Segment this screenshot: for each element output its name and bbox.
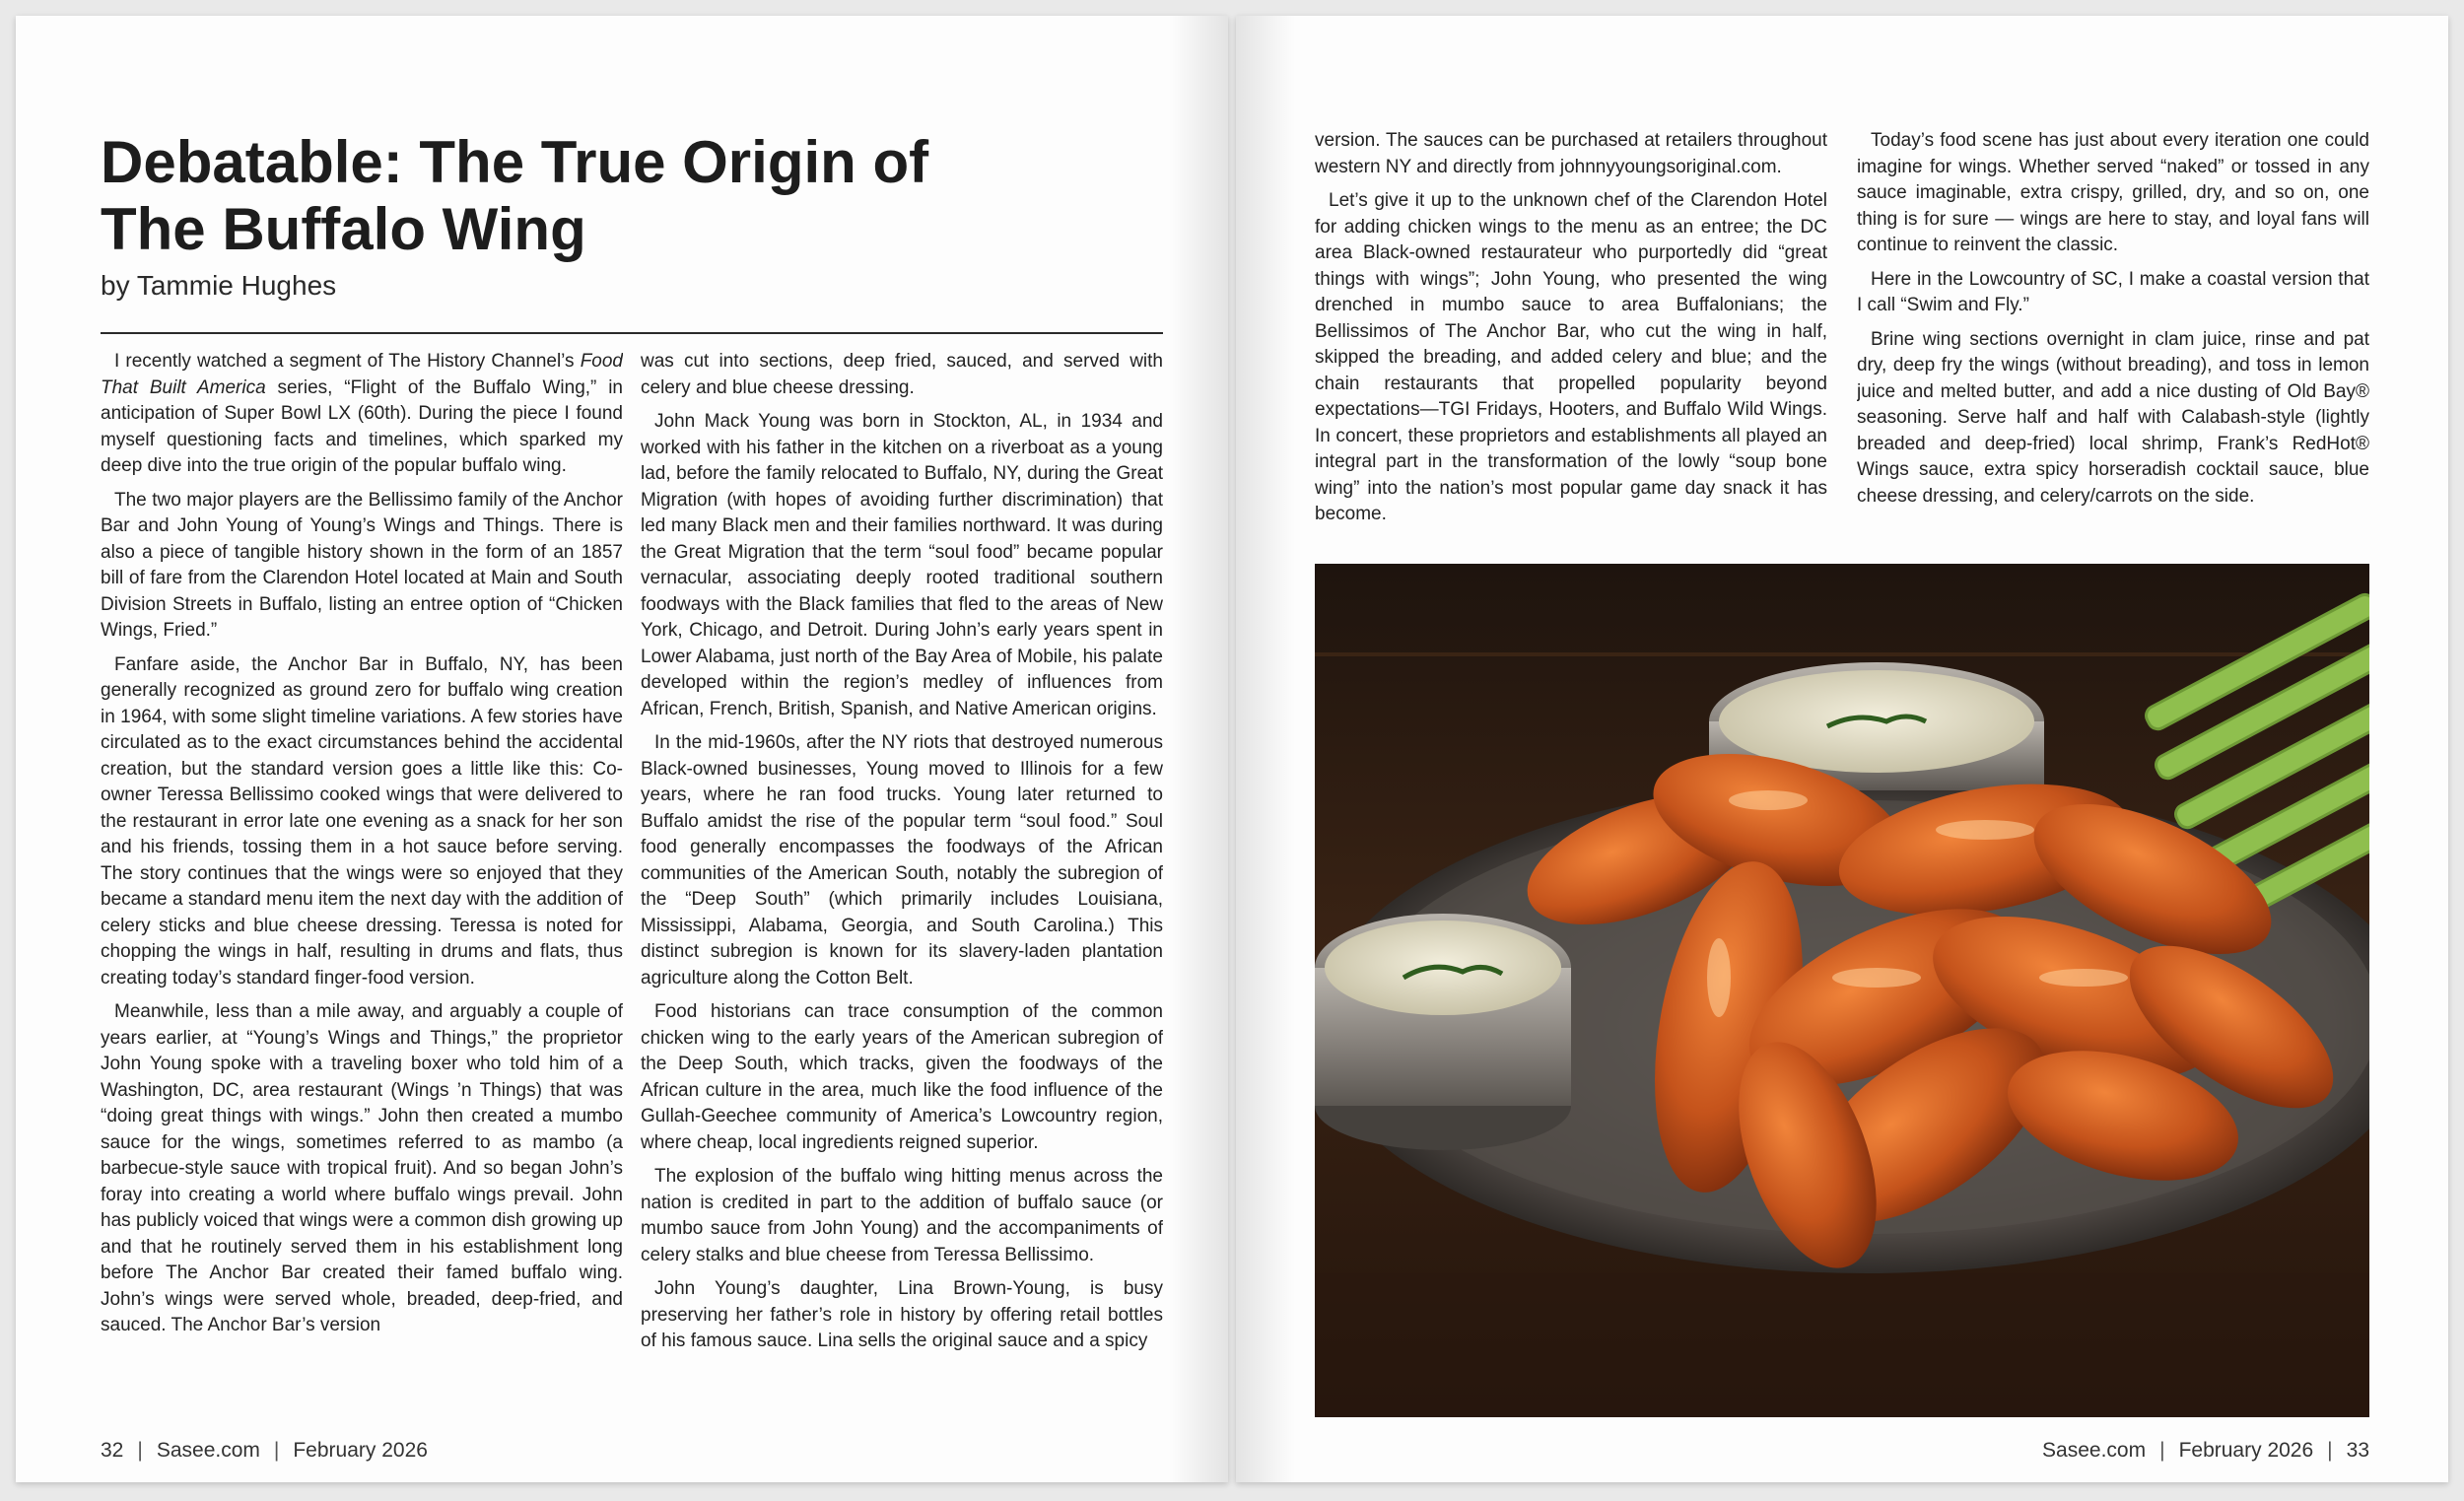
folio-separator: | xyxy=(273,1439,280,1462)
folio-separator: | xyxy=(137,1439,143,1462)
left-page xyxy=(16,16,1228,1482)
title-divider xyxy=(101,332,1163,334)
wings-photo xyxy=(1315,564,2369,1417)
paragraph: Brine wing sections overnight in clam juice, rinse and pat dry, deep fry the wings (without breading), and toss in lemon juice and melted butter, and add a nice dusting of Old Bay® seasoning. Serve half and half with Calabash-style (lightly breaded and deep-fried) local shrimp, Frank’s RedHot® Wings sauce, extra spicy horseradish cocktail sauce, blue cheese dressing, and celery/carrots on the side. xyxy=(1857,328,2369,507)
site-name: Sasee.com xyxy=(2042,1439,2147,1462)
site-name: Sasee.com xyxy=(156,1439,260,1462)
paragraph: I recently watched a segment of The History Channel’s Food That Built America series, “Flight of the Buffalo Wing,” in anticipation of Super Bowl LX (60th). During the piece I found myself questioning facts and timelines, which sparked my deep dive into the true origin of the popular buffalo wing. xyxy=(101,351,623,476)
paragraph: Let’s give it up to the unknown chef of the Clarendon Hotel for adding chicken wings to the menu as an entree; the DC area Black-owned restaurateur who purportedly did “great things with wings”; John Young, who presented the wing drenched in mumbo sauce to area Buffalonians; the Bellissimos of The Anchor Bar, who cut the wing in half, skipped the breading, and added celery and blue; and the chain restaurants that propelled popularity beyond expectations—TGI Fridays, Hooters, and Buffalo Wild Wings. In concert, these proprietors and establishments all played an integral part in the transformation of the lowly “soup bone wing” into the nation’s most popular game day snack it has become. xyxy=(1315,190,1827,524)
paragraph: The two major players are the Bellissimo family of the Anchor Bar and John Young of Young’s Wings and Things. There is also a piece of tangible history shown in the form of an 1857 bill of fare from the Clarendon Hotel located at Main and South Division Streets in Buffalo, listing an entree option of “Chicken Wings, Fried.” xyxy=(101,489,623,641)
folio-separator: | xyxy=(2327,1439,2333,1462)
left-column-1 xyxy=(101,349,623,1399)
paragraph: Meanwhile, less than a mile away, and arguably a couple of years earlier, at “Young’s Wings and Things,” the proprietor John Young spoke with a traveling boxer who told him of a Washington, DC, area restaurant (Wings ’n Things) that was “doing great things with wings.” John then created a mumbo sauce for the wings, sometimes referred to as mambo (a barbecue-style sauce with tropical fruit). And so began John’s foray into creating a world where buffalo wings prevail. John has publicly voiced that wings were a common dish growing up and that he routinely served them in his establishment long before The Anchor Bar created their famed buffalo wing. John’s wings were served whole, breaded, deep-fried, and sauced. The Anchor Bar’s version xyxy=(101,1001,623,1335)
paragraph: Fanfare aside, the Anchor Bar in Buffalo, NY, has been generally recognized as ground zero for buffalo wing creation in 1964, with some slight timeline variations. A few stories have circulated as to the exact circumstances behind the accidental creation, but the standard version goes a little like this: Co-owner Teressa Bellissimo cooked wings that were delivered to the restaurant in error late one evening as a snack for her son and his friends, tossing them in a hot sauce before serving. The story continues that the wings were so enjoyed that they became a standard menu item the next day with the addition of celery sticks and blue cheese dressing. Teressa is noted for chopping the wings in half, resulting in drums and flats, thus creating today’s standard finger-food version. xyxy=(101,653,623,989)
paragraph: John Mack Young was born in Stockton, AL, in 1934 and worked with his father in the kitchen on a riverboat as a young lad, before the family relocated to Buffalo, NY, during the Great Migration (with hopes of avoiding further discrimination) that led many Black men and their families northward. It was during the Great Migration that the term “soul food” became popular vernacular, associating deeply rooted traditional southern foodways with the Black families that fled to the areas of New York, Chicago, and Detroit. During John’s early years spent in Lower Alabama, just north of the Bay Area of Mobile, his palate developed within the region’s medley of influences from African, French, British, Spanish, and Native American origins. xyxy=(641,411,1163,719)
left-folio xyxy=(101,1439,428,1463)
right-folio xyxy=(2042,1439,2369,1463)
paragraph: John Young’s daughter, Lina Brown-Young, is busy preserving her father’s role in history by offering retail bottles of his famous sauce. Lina sells the original sauce and a spicy xyxy=(641,1278,1163,1351)
paragraph: In the mid-1960s, after the NY riots that destroyed numerous Black-owned businesses, Young moved to Illinois for a few years, where he ran food trucks. Young later returned to Buffalo amidst the rise of the popular term “soul food.” Soul food generally encompasses the foodways of the African communities of the American South, notably the subregion of the “Deep South” (which primarily includes Louisiana, Mississippi, Alabama, Georgia, and South Carolina.) This distinct subregion is known for its slavery-laden plantation agriculture along the Cotton Belt. xyxy=(641,732,1163,989)
page-number: 33 xyxy=(2346,1439,2369,1462)
right-column-1 xyxy=(1315,128,1827,542)
paragraph: Food historians can trace consumption of the common chicken wing to the early years of the American subregion of the Deep South, which tracks, given the foodways of the African culture in the area, much like the food influence of the Gullah-Geechee community of America’s Lowcountry region, where cheap, local ingredients reigned superior. xyxy=(641,1001,1163,1153)
issue-date: February 2026 xyxy=(2178,1439,2314,1462)
page-number: 32 xyxy=(101,1439,124,1462)
right-page xyxy=(1236,16,2448,1482)
paragraph: was cut into sections, deep fried, sauced, and served with celery and blue cheese dressing. xyxy=(641,351,1163,398)
issue-date: February 2026 xyxy=(293,1439,428,1462)
article-byline: by Tammie Hughes xyxy=(101,270,337,301)
paragraph: The explosion of the buffalo wing hitting menus across the nation is credited in part to the addition of buffalo sauce (or mumbo sauce from John Young) and the accompaniments of celery stalks and blue cheese from Teressa Bellissimo. xyxy=(641,1166,1163,1265)
paragraph: version. The sauces can be purchased at retailers throughout western NY and directly from johnnyyoungsoriginal.com. xyxy=(1315,130,1827,177)
article-title: Debatable: The True Origin of The Buffalo Wing xyxy=(101,129,929,262)
folio-separator: | xyxy=(2159,1439,2165,1462)
paragraph: Here in the Lowcountry of SC, I make a coastal version that I call “Swim and Fly.” xyxy=(1857,268,2369,315)
right-column-2 xyxy=(1857,128,2369,542)
left-column-2 xyxy=(641,349,1163,1399)
paragraph: Today’s food scene has just about every iteration one could imagine for wings. Whether served “naked” or tossed in any sauce imaginable, extra crispy, grilled, dry, and so on, one thing is for sure — wings are here to stay, and loyal fans will continue to reinvent the classic. xyxy=(1857,130,2369,255)
